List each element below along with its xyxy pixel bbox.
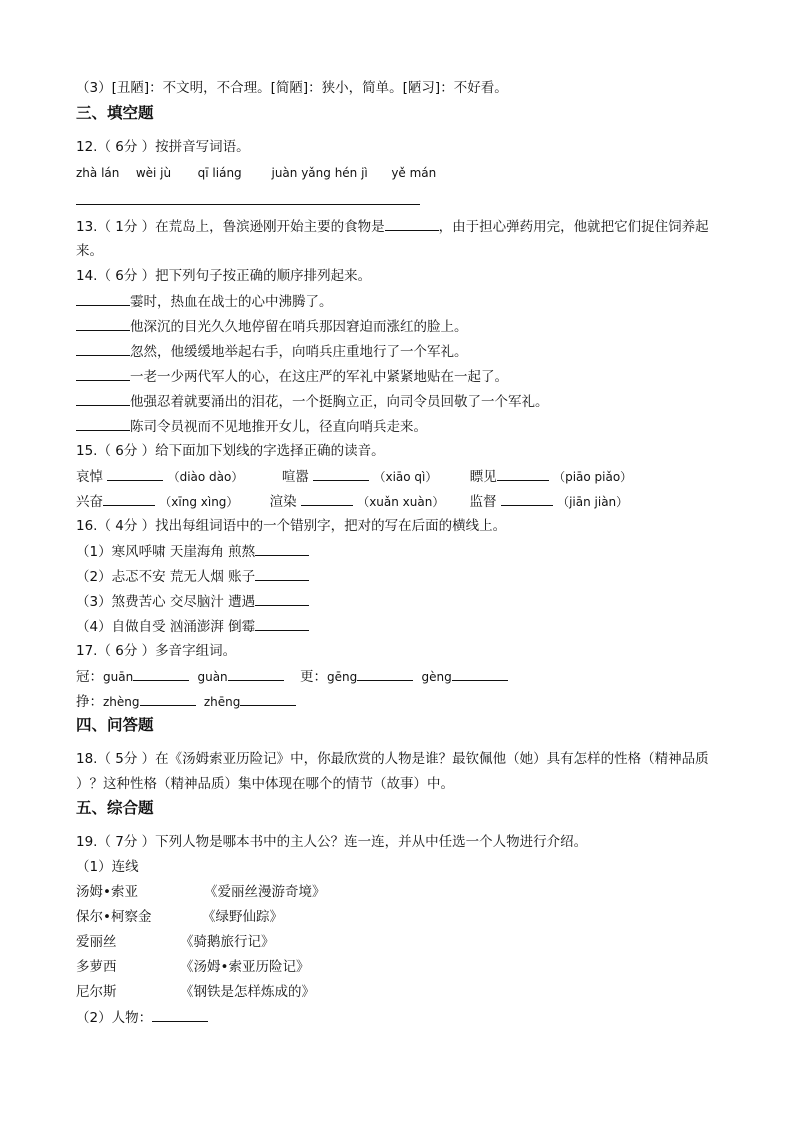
q17-blank[interactable] [228,666,284,681]
q15-blank[interactable] [497,466,549,481]
q14-stem: 14.（ 6分 ）把下列句子按正确的顺序排列起来。 [76,268,372,284]
q13-text-a: 13.（ 1分 ）在荒岛上，鲁滨逊刚开始主要的食物是 [76,219,385,235]
q19-sub2: （2）人物： [76,1007,208,1028]
q14-blank[interactable] [76,366,130,381]
q14-blank[interactable] [76,416,130,431]
pinyin-3: qī liáng [197,166,242,180]
q19-match-row [76,982,315,1002]
book-title[interactable]: 《绿野仙踪》 [202,909,283,925]
q18-line1: 18.（ 5分 ）在《汤姆索亚历险记》中，你最欣赏的人物是谁？最钦佩他（她）具有怎样的性格（精神品质 [76,751,709,767]
q15-word: 渲染 [269,494,297,510]
q12-stem: 12.（ 6分 ）按拼音写词语。 [76,139,250,155]
q16-stem: 16.（ 4分 ）找出每组词语中的一个错别字，把对的写在后面的横线上。 [76,518,507,534]
q17-blank[interactable] [140,691,196,706]
q17-blank[interactable] [133,666,189,681]
person-name[interactable]: 保尔•柯察金 [76,909,152,925]
q11-item3: （3）[丑陋]：不文明，不合理。[简陋]：狭小，简单。[陋习]：不好看。 [76,80,508,96]
q15-word: 兴奋 [76,494,103,510]
q13-text-b: ，由于担心弹药用完，他就把它们捉住饲养起 [438,219,709,235]
q15-word: 瞟见 [469,469,497,485]
pinyin-4: juàn yǎng hén jì [271,166,368,180]
pinyin-2: wèi jù [135,166,172,180]
q15-blank[interactable] [501,491,553,506]
q16-item: （2）忐忑不安 荒无人烟 账子 [76,566,309,587]
q15-word: 哀悼 [76,469,103,485]
q14-item: 他深沉的目光久久地停留在哨兵那因窘迫而涨红的脸上。 [76,316,468,337]
q14-item: 忽然，他缓缓地举起右手，向哨兵庄重地行了一个军礼。 [76,341,468,362]
pinyin-5: yě mán [391,166,437,180]
q16-blank[interactable] [255,591,309,606]
q13-stem [76,216,709,237]
q19-match-row [76,957,309,977]
book-title[interactable]: 《骑鹅旅行记》 [180,934,275,950]
q13-blank[interactable] [385,216,439,231]
pinyin-1: zhà lán [76,166,120,180]
q12-answer-blanks[interactable] [76,190,420,211]
q19-match-row [76,932,275,952]
q14-blank[interactable] [76,391,130,406]
q19-stem: 19.（ 7分 ）下列人物是哪本书中的主人公？连一连，并从中任选一个人物进行介绍。 [76,834,588,850]
section-heading-qa: 四、问答题 [76,716,154,734]
q14-item: 他强忍着就要涌出的泪花，一个挺胸立正，向司令员回敬了一个军礼。 [76,391,549,412]
person-name[interactable]: 多萝西 [76,959,117,975]
q14-item: 霎时，热血在战士的心中沸腾了。 [76,291,333,312]
q17-stem: 17.（ 6分 ）多音字组词。 [76,643,237,659]
q14-item: 陈司令员视而不见地推开女儿，径直向哨兵走来。 [76,416,427,437]
person-name[interactable]: 尼尔斯 [76,984,117,1000]
q15-blank[interactable] [313,466,369,481]
q19-sub1: （1）连线 [76,859,139,875]
q15-blank[interactable] [107,466,163,481]
q15-word: 喧嚣 [281,469,309,485]
q16-blank[interactable] [255,541,309,556]
q15-blank[interactable] [103,491,155,506]
q14-item: 一老一少两代军人的心，在这庄严的军礼中紧紧地贴在一起了。 [76,366,508,387]
q16-blank[interactable] [255,616,309,631]
q16-item: （1）寒风呼啸 天崖海角 煎熬 [76,541,309,562]
q13-stem-cont: 来。 [76,243,103,259]
book-title[interactable]: 《钢铁是怎样炼成的》 [180,984,315,1000]
section-heading-fill-blank: 三、填空题 [76,104,154,122]
person-name[interactable]: 爱丽丝 [76,934,117,950]
q17-row1: 冠：guān guàn 更：gēng gèng [76,666,508,687]
q15-stem: 15.（ 6分 ）给下面加下划线的字选择正确的读音。 [76,443,385,459]
q17-blank[interactable] [452,666,508,681]
q15-row2: 兴奋 （xīng xìng） 渲染 （xuǎn xuàn） 监督 （jiān jiàn） [76,491,628,512]
section-heading-comprehensive: 五、综合题 [76,799,154,817]
q14-blank[interactable] [76,341,130,356]
q17-row2: 挣：zhèng zhēng [76,691,296,712]
q19-match-row [76,882,326,902]
q19-match-row [76,907,283,927]
q18-line2: ）？这种性格（精神品质）集中体现在哪个的情节（故事）中。 [76,776,454,792]
q16-item: （3）煞费苦心 交尽脑汁 遭遇 [76,591,309,612]
q17-blank[interactable] [240,691,296,706]
q15-blank[interactable] [301,491,353,506]
q19-person-blank[interactable] [152,1007,208,1022]
book-title[interactable]: 《爱丽丝漫游奇境》 [204,884,326,900]
q14-blank[interactable] [76,291,130,306]
book-title[interactable]: 《汤姆•索亚历险记》 [180,959,310,975]
q15-word: 监督 [469,494,497,510]
q15-row1: 哀悼 （diào dào） 喧嚣 （xiāo qì） 瞟见 （piāo piǎo） [76,466,632,487]
q17-blank[interactable] [357,666,413,681]
q14-blank[interactable] [76,316,130,331]
q16-blank[interactable] [255,566,309,581]
person-name[interactable]: 汤姆•索亚 [76,884,138,900]
q16-item: （4）自做自受 汹涌澎湃 倒霉 [76,616,309,637]
q12-pinyin-row [76,163,436,183]
